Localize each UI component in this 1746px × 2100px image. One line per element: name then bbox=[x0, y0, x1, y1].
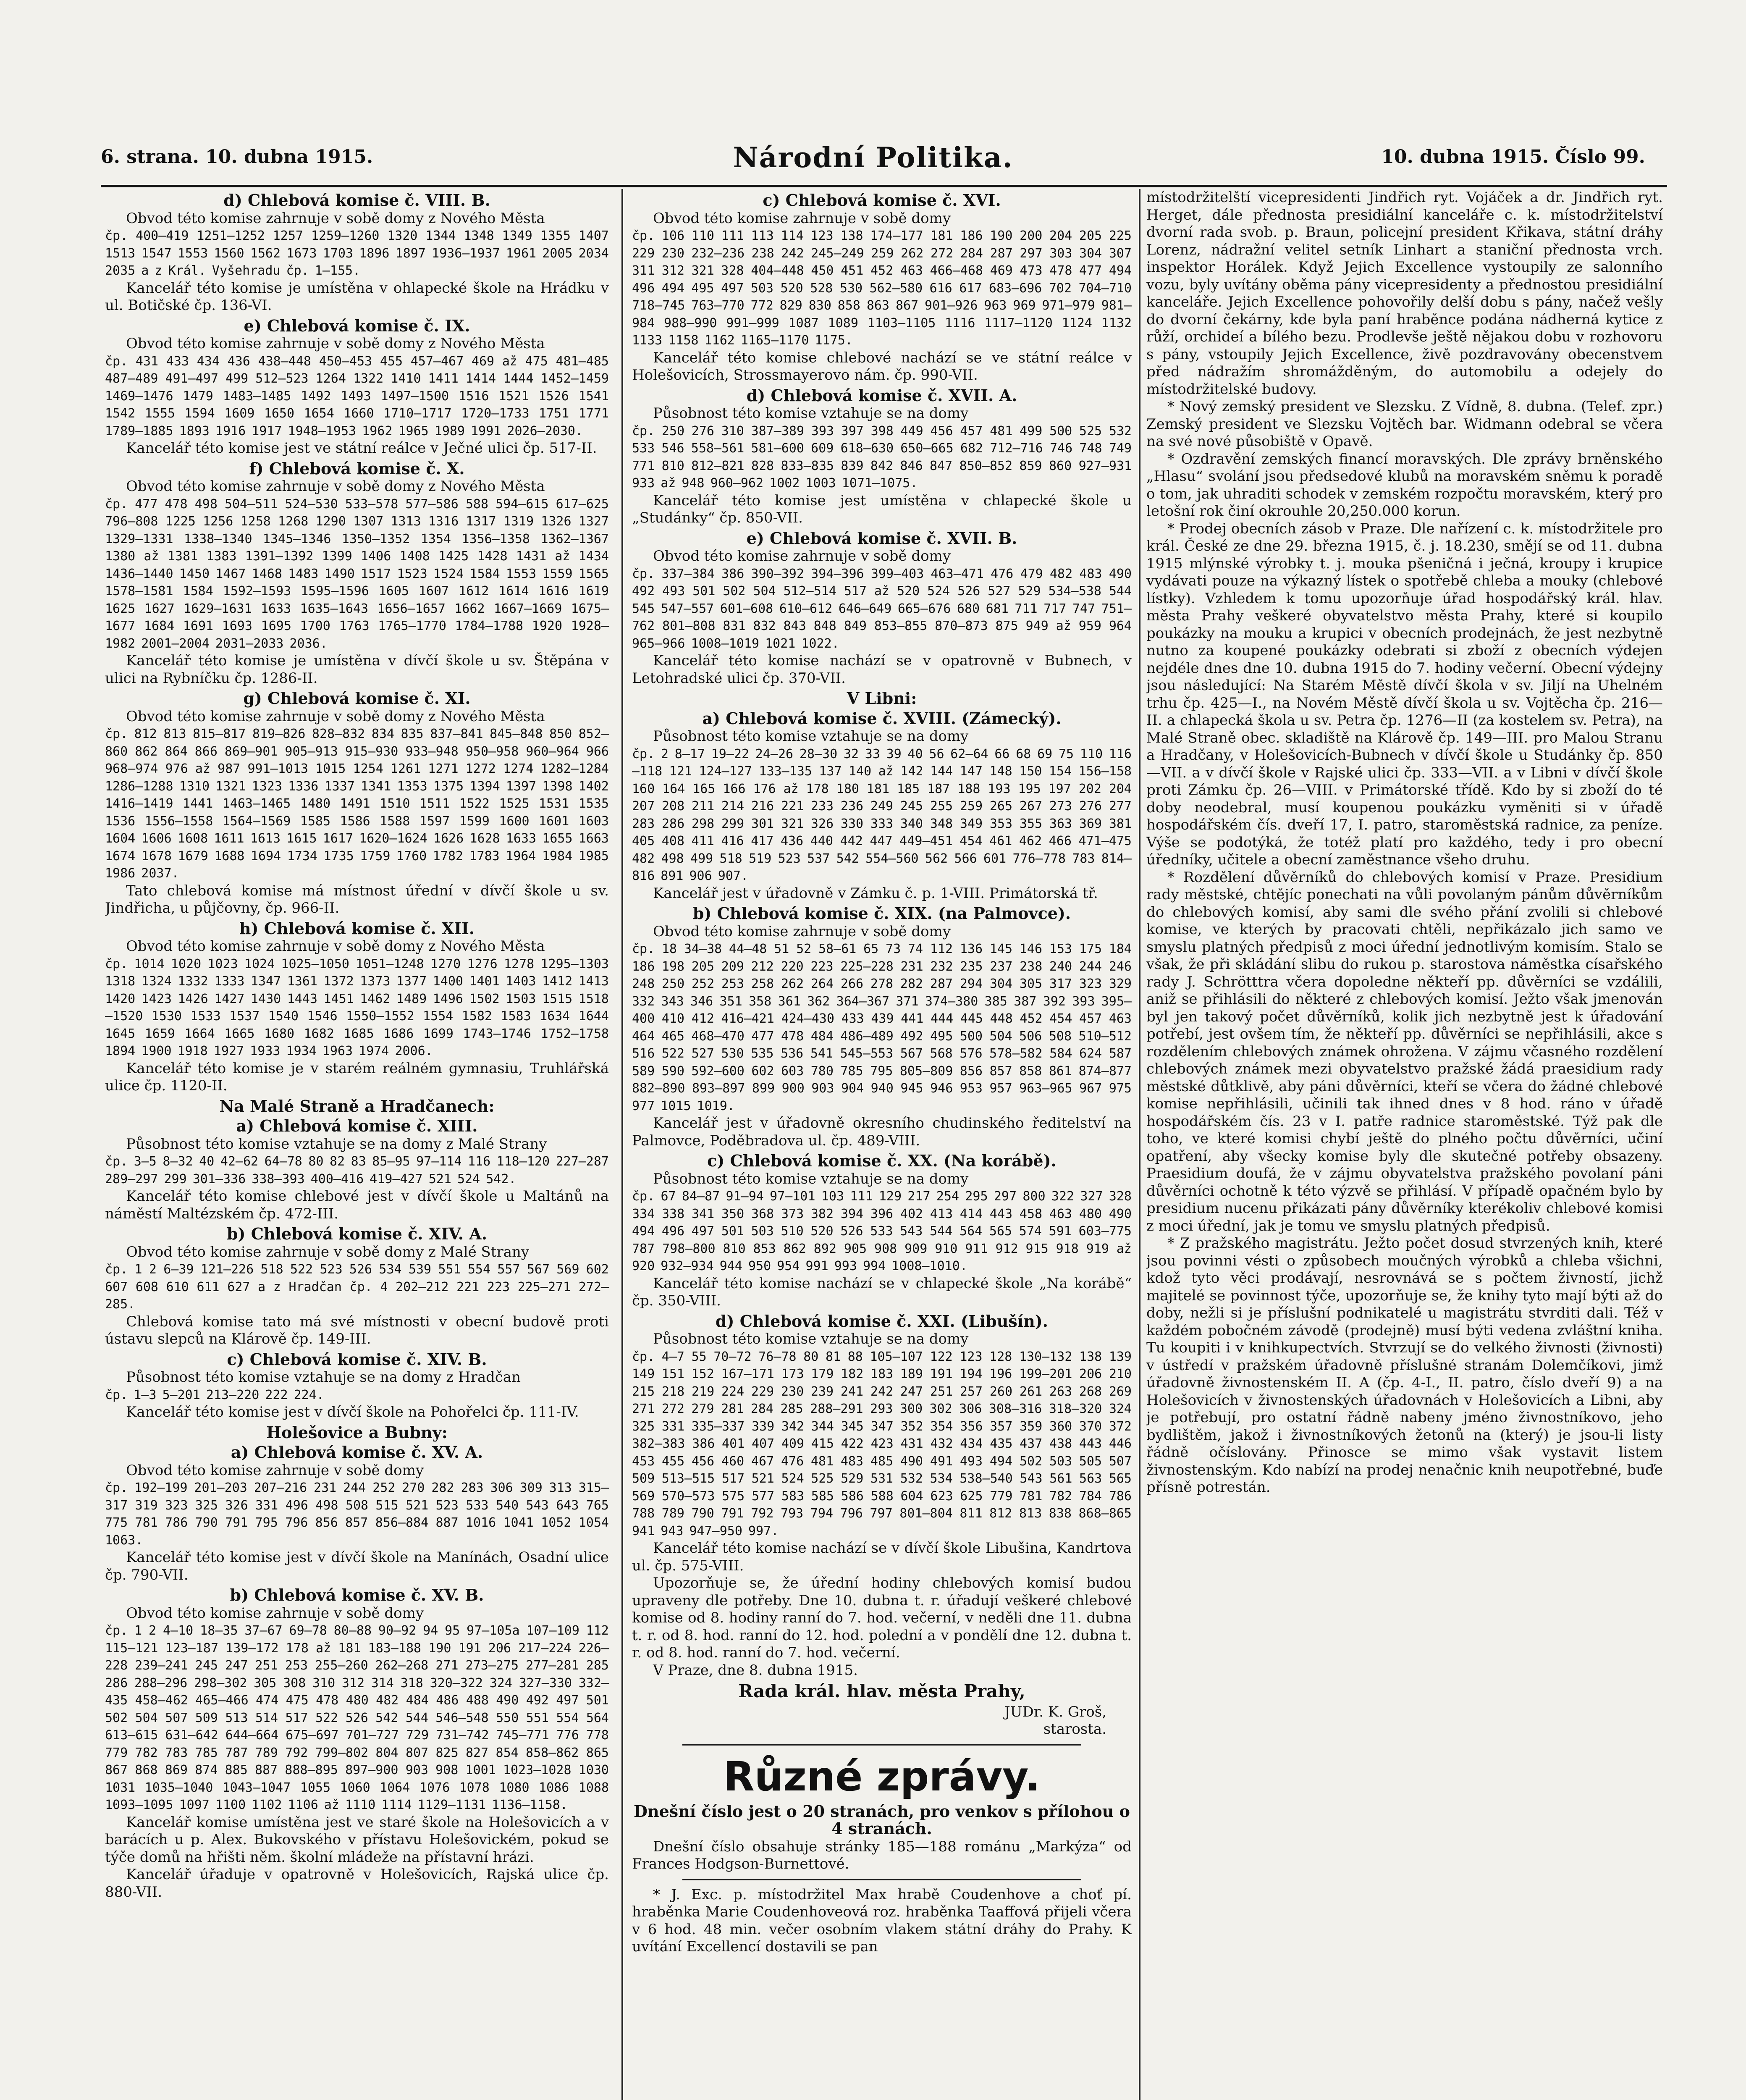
header-issue-right: 10. dubna 1915. Číslo 99. bbox=[1381, 146, 1645, 168]
house-number-list: čp. 192—199 201—203 207—216 231 244 252 270 282 283 306 309 313 315—317 319 323 325 326 331 496 498 508 515 521 523 533 540 543 643 765 775 781 786 790 791 795 796 856 857 856—884 887 1016 1041 1052 1054 1063. bbox=[105, 1480, 609, 1548]
paragraph: Působnost této komise vztahuje se na domy bbox=[653, 1331, 969, 1347]
column-left bbox=[105, 189, 609, 2100]
paragraph: Kancelář této komise jest v dívčí škole na Pohořelci čp. 111-IV. bbox=[126, 1404, 579, 1420]
section-heading: c) Chlebová komise č. XX. (Na korábě). bbox=[707, 1151, 1057, 1170]
header-date-left: 6. strana. 10. dubna 1915. bbox=[101, 146, 373, 168]
section-heading: d) Chlebová komise č. VIII. B. bbox=[223, 191, 490, 210]
paragraph: Obvod této komise zahrnuje v sobě domy z Malé Strany bbox=[126, 1243, 530, 1260]
house-number-list: čp. 250 276 310 387—389 393 397 398 449 456 457 481 499 500 525 532 533 546 558—561 581—600 609 618—630 650—665 682 712—716 746 748 749 771 810 812—821 828 833—835 839 842 846 847 850—852 859 860 927—931 933 až 948 960—962 1002 1003 1071—1075. bbox=[632, 423, 1132, 491]
paragraph: Kancelář této komise nachází se v chlapecké škole „Na korábě“ čp. 350-VIII. bbox=[632, 1275, 1132, 1309]
section-heading: e) Chlebová komise č. IX. bbox=[244, 316, 470, 335]
section-heading: g) Chlebová komise č. XI. bbox=[243, 689, 471, 708]
section-heading: b) Chlebová komise č. XIX. (na Palmovce). bbox=[692, 904, 1071, 923]
paragraph: Kancelář této komise nachází se v dívčí škole Libušina, Kandrtova ul. čp. 575-VIII. bbox=[632, 1540, 1132, 1574]
paragraph: Působnost této komise vztahuje se na domy bbox=[653, 728, 969, 745]
signature-council: Rada král. hlav. města Prahy, bbox=[738, 1681, 1025, 1701]
house-number-list: čp. 18 34—38 44—48 51 52 58—61 65 73 74 112 136 145 146 153 175 184 186 198 205 209 212 220 223 225—228 231 232 235 237 238 240 244 246 248 250 252 253 258 262 264 266 278 282 287 294 304 305 317 323 329 332 343 346 351 358 361 362 364—367 371 374—380 385 387 392 393 395—400 410 412 416—421 424—430 433 439 441 444 445 448 452 454 457 463 464 465 468—470 477 478 484 486—489 492 495 500 504 506 508 510—512 516 522 527 530 535 536 541 545—553 567 568 576 578—582 584 624 587 589 590 592—600 602 603 780 785 795 805—809 856 857 858 861 874—877 882—890 893—897 899 900 903 904 940 945 946 953 957 963—965 967 975 977 1015 1019. bbox=[632, 942, 1132, 1113]
house-number-list: čp. 4—7 55 70—72 76—78 80 81 88 105—107 122 123 128 130—132 138 139 149 151 152 167—171 173 179 182 183 189 191 194 196 199—201 206 210 215 218 219 224 229 230 239 241 242 247 251 257 260 261 263 268 269 271 272 279 281 284 285 288—291 293 300 302 306 308—316 318—320 324 325 331 335—337 339 342 344 345 347 352 354 356 357 359 360 370 372 382—383 386 401 407 409 415 422 423 431 432 434 435 437 438 443 446 453 455 456 460 467 476 481 483 485 490 491 493 494 502 503 505 507 509 513—515 517 521 524 525 529 531 532 534 538—540 543 561 563 565 569 570—573 575 577 583 585 586 588 604 623 625 779 781 782 784 786 788 789 790 791 792 793 794 796 797 801—804 811 812 813 838 868—865 941 943 947—950 997. bbox=[632, 1349, 1132, 1538]
house-number-list: čp. 1014 1020 1023 1024 1025—1050 1051—1248 1270 1276 1278 1295—1303 1318 1324 1332 1333 1347 1361 1372 1373 1377 1400 1401 1403 1412 1413 1420 1423 1426 1427 1430 1443 1451 1462 1489 1496 1502 1503 1515 1518—1520 1530 1533 1537 1540 1546 1550—1552 1554 1582 1583 1634 1644 1645 1659 1664 1665 1680 1682 1685 1686 1699 1743—1746 1752—1758 1894 1900 1918 1927 1933 1934 1963 1974 2006. bbox=[105, 956, 609, 1058]
paragraph: Obvod této komise zahrnuje v sobě domy z Nového Města bbox=[126, 210, 545, 227]
house-number-list: čp. 1 2 6—39 121—226 518 522 523 526 534 539 551 554 557 567 569 602 607 608 610 611 627 a z Hradčan čp. 4 202—212 221 223 225—271 272—285. bbox=[105, 1262, 609, 1312]
paragraph: místodržitelští vicepresidenti Jindřich ryt. Vojáček a dr. Jindřich ryt. Herget, dále přednosta presidiální kanceláře c. k. místodržitelství dvorní rada svob. p. Braun, policejní president Křikava, státní dráhy Lorenz, nádražní velitel setník Linhart a staniční přednosta vrch. inspektor Horálek. Když Jejich Excellence vystoupily ze salonního vozu, byly uvítány oběma pány vicepresidenty a přednostou presidiální kanceláře. Jejich Excellence pohovořily delší dobu s pány, načež vešly do dvorní čekárny, kde byla paní hraběnce podána nádherná kytice z růží, orchideí a bílého bezu. Prodlevše ještě nějakou dobu v rozhovoru s pány, vstoupily Jejich Excellence, živě pozdravovány obecenstvem před nádražím shromážděným, do automobilu a odejely do místodržitelské budovy. bbox=[1146, 189, 1663, 398]
section-heading: f) Chlebová komise č. X. bbox=[249, 459, 465, 478]
paragraph: Kancelář jest v úřadovně v Zámku č. p. 1-VIII. Primátorská tř. bbox=[653, 885, 1098, 902]
paragraph: Obvod této komise zahrnuje v sobě domy bbox=[126, 1604, 424, 1622]
header-rule bbox=[101, 185, 1667, 187]
section-heading: a) Chlebová komise č. XV. A. bbox=[231, 1443, 483, 1462]
house-number-list: čp. 337—384 386 390—392 394—396 399—403 463—471 476 479 482 483 490 492 493 501 502 504 512—514 517 až 520 524 526 527 529 534—538 544 545 547—557 601—608 610—612 646—649 665—676 680 681 711 717 747 751—762 801—808 831 832 843 848 849 853—855 870—873 875 949 až 959 964 965—966 1008—1019 1021 1022. bbox=[632, 566, 1132, 651]
paragraph: Kancelář této komise jest umístěna v chlapecké škole u „Studánky“ čp. 850-VII. bbox=[632, 492, 1132, 526]
paragraph: Obvod této komise zahrnuje v sobě domy bbox=[653, 548, 951, 564]
paragraph: * Nový zemský president ve Slezsku. Z Vídně, 8. dubna. (Telef. zpr.) Zemský president ve Slezsku Vojtěch bar. Widmann odebral se včera na své nové působiště v Opavě. bbox=[1146, 398, 1663, 450]
paragraph: Kancelář této komise je v starém reálném gymnasiu, Truhlářská ulice čp. 1120-II. bbox=[105, 1060, 609, 1094]
section-heading: d) Chlebová komise č. XXI. (Libušín). bbox=[715, 1311, 1049, 1331]
section-heading: c) Chlebová komise č. XIV. B. bbox=[227, 1349, 487, 1369]
house-number-list: čp. 400—419 1251—1252 1257 1259—1260 1320 1344 1348 1349 1355 1407 1513 1547 1553 1560 1562 1673 1703 1896 1897 1936—1937 1961 2005 2034 2035 a z Král. Vyšehradu čp. 1—155. bbox=[105, 228, 609, 278]
separator bbox=[682, 1879, 1081, 1880]
paragraph: Působnost této komise vztahuje se na domy bbox=[653, 405, 969, 422]
section-heading: c) Chlebová komise č. XVI. bbox=[763, 191, 1001, 210]
section-heading: V Libni: bbox=[847, 689, 917, 708]
house-number-list: čp. 477 478 498 504—511 524—530 533—578 577—586 588 594—615 617—625 796—808 1225 1256 1258 1268 1290 1307 1313 1316 1317 1319 1326 1327 1329—1331 1338—1340 1345—1346 1350—1352 1354 1356—1358 1362—1367 1380 až 1381 1383 1391—1392 1399 1406 1408 1425 1428 1431 až 1434 1436—1440 1450 1467 1468 1483 1490 1517 1523 1524 1584 1553 1559 1565 1578—1581 1584 1592—1593 1595—1596 1605 1607 1612 1614 1616 1619 1625 1627 1629—1631 1633 1635—1643 1656—1657 1662 1667—1669 1675—1677 1684 1691 1693 1695 1700 1763 1765—1770 1784—1788 1920 1928—1982 2001—2004 2031—2033 2036. bbox=[105, 496, 609, 651]
paragraph: * J. Exc. p. místodržitel Max hrabě Coudenhove a choť pí. hraběnka Marie Coudenhoveová roz. hraběnka Taaffová přijeli včera v 6 hod. 48 min. večer osobním vlakem státní dráhy do Prahy. K uvítání Excellencí dostavili se pan bbox=[632, 1886, 1132, 1955]
paragraph: Obvod této komise zahrnuje v sobě domy z Nového Města bbox=[126, 335, 545, 352]
paragraph: Působnost této komise vztahuje se na domy z Hradčan bbox=[126, 1369, 521, 1386]
paragraph: * Z pražského magistrátu. Ježto počet dosud stvrzených knih, které jsou povinni vésti o způsobech moučných výrobků a chleba všichni, kdož tyto věci prodávají, nesrovnává se s počtem živností, jichž majitelé se povinnost týče, upozorňuje se, že knihy tyto mají býti až do doby, nežli si je příslušní podnikatelé u magistrátu stvrditi dali. Též v každém pobočném závodě (prodejně) musí býti vedena zvláštní kniha. Tu koupiti i v knihkupectvích. Stvrzují se do velkého živnosti (živnosti) v ústředí v pražském úřadovně příslušné stranám Dolemčíkovi, jimž úřadovně živnostenském II. A (čp. 4-I., II. patro, číslo dveří 9) a na Holešovicích v živnostenských úřadovnách v Holešovicích a Libni, aby je potřebují, pro ostatní řádně nabeny jméno živnostníkovo, jeho bydlištěm, jakož i živnostníkových žetonů na (který) je jsou-li listy řádně očíslovány. Přinosce se mimo však vystavit listem živnostenským. Kdo nabízí na prodej nenačnic knih neupotřebné, buďe přísně potrestán. bbox=[1146, 1235, 1663, 1496]
paragraph: V Praze, dne 8. dubna 1915. bbox=[653, 1662, 858, 1679]
paragraph: Upozorňuje se, že úřední hodiny chlebových komisí budou upraveny dle potřeby. Dne 10. dubna t. r. úřadují veškeré chlebové komise od 8. hodiny ranní do 7. hod. večerní, v neděli dne 11. dubna t. r. od 8. hod. ranní do 12. hod. polední a v pondělí dne 12. dubna t. r. od 8. hod. ranní do 7. hod. večerní. bbox=[632, 1575, 1132, 1661]
column-right bbox=[1146, 189, 1663, 2100]
paragraph: Obvod této komise zahrnuje v sobě domy z Nového Města bbox=[126, 938, 545, 955]
paragraph: Obvod této komise zahrnuje v sobě domy z Nového Města bbox=[126, 478, 545, 495]
paragraph: Kancelář této komise je umístěna v ohlapecké škole na Hrádku v ul. Botičské čp. 136-VI. bbox=[105, 279, 609, 314]
section-heading: a) Chlebová komise č. XVIII. (Zámecký). bbox=[702, 709, 1062, 728]
paragraph: * Rozdělení důvěrníků do chlebových komisí v Praze. Presidium rady městské, chtějíc ponechati na vůli povolaným pánům důvěrníkům do chlebových komisí, aby sami dle svého přání zvolili si chlebové komise, ve kterých by pracovati chtěli, nepřikázalo jich samo ve smyslu platných předpisů z moci úřední jednotlivým komisím. Stalo se však, že při skládání slibu do rukou p. starostova náměstka císařského rady J. Schrötttra včera dopoledne někteří pp. důvěrníci se vzdálili, aniž se přihlásili do některé z chlebových komisí. Ježto však jmenován byl jen takový počet důvěrníků, kolik jich nezbytně jest k úřadování potřebí, jest ovšem tím, že někteří pp. důvěrníci se nepřihlásili, akce s rozdělením chlebových známek ohrožena. V zájmu včasného rozdělení chlebových známek mezi obyvatelstvo pražské žádá praesidium rady městské důtklivě, aby páni důvěrníci, kteří se včera do žádné chlebové komise nepřihlásili, učinili tak ihned dnes v 8 hod. ráno v úřadě hospodářském čís. 23 v I. patře radnice staroměstské. Týž pak dle toho, ve které komisi chybí ještě do plného počtu důvěrníci, učiní opatření, aby všecky komise byly dle skutečné potřeby obsazeny. Praesidium doufá, že v zájmu obyvatelstva pražského povolaní páni důvěrníci ochotně k této výzvě se přihlásí. V případě opačném bylo by presidium nucenu přikázati pány důvěrníky kterékoliv chlebové komisi z moci úřední, jak je tomu ve smyslu platných předpisů. bbox=[1146, 869, 1663, 1234]
house-number-list: čp. 67 84—87 91—94 97—101 103 111 129 217 254 295 297 800 322 327 328 334 338 341 350 368 373 382 394 396 402 413 414 443 458 463 480 490 494 496 497 501 503 510 520 526 533 543 544 564 565 574 591 603—775 787 798—800 810 853 862 892 905 908 909 910 911 912 915 918 919 až 920 932—934 944 950 954 991 993 994 1008—1010. bbox=[632, 1189, 1132, 1273]
section-title: Různé zprávy. bbox=[723, 1753, 1041, 1800]
house-number-list: čp. 431 433 434 436 438—448 450—453 455 457—467 469 až 475 481—485 487—489 491—497 499 512—523 1264 1322 1410 1411 1414 1444 1452—1459 1469—1476 1479 1483—1485 1492 1493 1497—1500 1516 1521 1526 1541 1542 1555 1594 1609 1650 1654 1660 1710—1717 1720—1733 1751 1771 1789—1885 1893 1916 1917 1948—1953 1962 1965 1989 1991 2026—2030. bbox=[105, 354, 609, 438]
separator bbox=[682, 1744, 1081, 1746]
section-heading: a) Chlebová komise č. XIII. bbox=[236, 1116, 478, 1135]
paragraph: Obvod této komise zahrnuje v sobě domy bbox=[126, 1462, 424, 1479]
paragraph: Kancelář této komise jest v dívčí škole na Manínách, Osadní ulice čp. 790-VII. bbox=[105, 1549, 609, 1583]
section-heading: d) Chlebová komise č. XVII. A. bbox=[746, 386, 1017, 405]
paragraph: Kancelář této komise chlebové jest v dívčí škole u Maltánů na náměstí Maltézském čp. 472-III. bbox=[105, 1188, 609, 1222]
column-divider bbox=[1139, 189, 1140, 2100]
paragraph: Kancelář této komise chlebové nachází se ve státní reálce v Holešovicích, Strossmayerovo nám. čp. 990-VII. bbox=[632, 349, 1132, 383]
paragraph: * Ozdravění zemských financí moravských. Dle zprávy brněnského „Hlasu“ svolání jsou předsedové klubů na moravském sněmu k poradě o tom, jak uhraditi schodek v zemském rozpočtu moravském, který pro letošní rok činí okrouhle 20,250.000 korun. bbox=[1146, 450, 1663, 520]
house-number-list: čp. 1—3 5—201 213—220 222 224. bbox=[105, 1387, 324, 1402]
masthead-title: Národní Politika. bbox=[733, 141, 1013, 174]
paragraph: Kancelář jest v úřadovně okresního chudinského ředitelství na Palmovce, Poděbradova ul. čp. 489-VIII. bbox=[632, 1115, 1132, 1149]
section-heading: e) Chlebová komise č. XVII. B. bbox=[746, 528, 1017, 548]
house-number-list: čp. 2 8—17 19—22 24—26 28—30 32 33 39 40 56 62—64 66 68 69 75 110 116—118 121 124—127 133—135 137 140 až 142 144 147 148 150 154 156—158 160 164 165 166 176 až 178 180 181 185 187 188 193 195 197 202 204 207 208 211 214 216 221 233 236 249 245 255 259 265 267 273 276 277 283 286 298 299 301 321 326 330 333 340 348 349 353 355 363 369 381 405 408 411 416 417 436 440 442 447 449—451 454 461 462 466 471—475 482 498 499 518 519 523 537 542 554—560 562 566 601 776—778 783 814—816 891 906 907. bbox=[632, 746, 1132, 883]
signature-line: JUDr. K. Groš, bbox=[1004, 1703, 1106, 1720]
paragraph: Kancelář této komise jest ve státní reálce v Ječné ulici čp. 517-II. bbox=[126, 440, 597, 457]
paragraph: Působnost této komise vztahuje se na domy bbox=[653, 1170, 969, 1187]
section-heading: b) Chlebová komise č. XIV. A. bbox=[226, 1224, 488, 1243]
paragraph: Obvod této komise zahrnuje v sobě domy bbox=[653, 210, 951, 227]
page-header bbox=[101, 139, 1645, 181]
house-number-list: čp. 1 2 4—10 18—35 37—67 69—78 80—88 90—92 94 95 97—105a 107—109 112 115—121 123—187 139—172 178 až 181 183—188 190 191 206 217—224 226—228 239—241 245 247 251 253 255—260 262—268 271 273—275 277—281 285 286 288—296 298—302 305 308 310 312 314 318 320—322 324 327—330 332—435 458—462 465—466 474 475 478 480 482 484 486 488 490 492 497 501 502 504 507 509 513 514 517 522 526 542 544 546—548 550 551 554 564 613—615 631—642 644—664 675—697 701—727 729 731—742 745—771 776 778 779 782 783 785 787 789 792 799—802 804 807 825 827 854 858—862 865 867 868 869 874 885 887 888—895 897—900 903 908 1001 1023—1028 1030 1031 1035—1040 1043—1047 1055 1060 1064 1076 1078 1080 1086 1088 1093—1095 1097 1100 1102 1106 až 1110 1114 1129—1131 1136—1158. bbox=[105, 1623, 609, 1812]
paragraph: Tato chlebová komise má místnost úřední v dívčí škole u sv. Jindřicha, u půjčovny, čp. 966-II. bbox=[105, 882, 609, 916]
signature-line: starosta. bbox=[1043, 1721, 1106, 1738]
paragraph: Kancelář komise umístěna jest ve staré škole na Holešovicích a v barácích u p. Alex. Bukovského v přístavu Holešovickém, pokud se týče domů na hřišti něm. školní mládeže na přístavní hrázi. bbox=[105, 1814, 609, 1866]
column-divider bbox=[621, 189, 623, 2100]
paragraph: Kancelář této komise je umístěna v dívčí škole u sv. Štěpána v ulici na Rybníčku čp. 1286-II. bbox=[105, 652, 609, 687]
house-number-list: čp. 812 813 815—817 819—826 828—832 834 835 837—841 845—848 850 852—860 862 864 866 869—901 905—913 915—930 933—948 950—958 960—964 966 968—974 976 až 987 991—1013 1015 1254 1261 1271 1272 1274 1282—1284 1286—1288 1310 1321 1323 1336 1337 1341 1353 1375 1394 1397 1398 1402 1416—1419 1441 1463—1465 1480 1491 1510 1511 1522 1525 1531 1535 1536 1556—1558 1564—1569 1585 1586 1588 1597 1599 1600 1601 1603 1604 1606 1608 1611 1613 1615 1617 1620—1624 1626 1628 1633 1655 1663 1674 1678 1679 1688 1694 1734 1735 1759 1760 1782 1783 1964 1984 1985 1986 2037. bbox=[105, 727, 609, 881]
section-heading: Holešovice a Bubny: bbox=[266, 1423, 448, 1442]
section-heading: h) Chlebová komise č. XII. bbox=[239, 919, 475, 938]
paragraph: Chlebová komise tato má své místnosti v obecní budově proti ústavu slepců na Klárově čp. 149-III. bbox=[105, 1313, 609, 1347]
paragraph: * Prodej obecních zásob v Praze. Dle nařízení c. k. místodržitele pro král. České ze dne 29. března 1915, č. j. 18.230, smějí se od 11. dubna 1915 mlýnské výrobky t. j. mouka pšeničná i ječná, kroupy i krupice vydávati pouze na výkazný lístek o spotřebě chleba a mouky (chlebové lístky). Vzhledem k tomu upozorňuje úřad hospodářský král. hlav. města Prahy veškeré obyvatelstvo města Prahy, které si koupilo poukázky na mouku a krupici v obecních prodejnách, že jest nezbytně nutno za koupené poukázky odebrati si zboží z obecních výdejen nejdéle dnes dne 10. dubna 1915 do 7. hodiny večerní. Obecní výdejny jsou následující: Na Starém Městě dívčí škola v sv. Jiljí na Uhelném trhu čp. 425—I., na Novém Městě dívčí škola u sv. Vojtěcha čp. 216—II. a chlapecká škola u sv. Petra čp. 1276—II (za kostelem sv. Petra), na Malé Straně obec. skladiště na Klárově čp. 149—III. pro Malou Stranu a Hradčany, v Holešovicích-Bubnech v dívčí škole u Studánky čp. 850—VII. a v dívčí škole v Rajské ulici čp. 333—VII. a v Libni v dívčí škole proti Zámku čp. 26—VIII. v Primátorské třídě. Kdo by si zboží do té doby neodebral, musí koupenou poukázku vyměniti si v úřadě hospodářském čís. dveří 17, I. patro, staroměstská radnice, za peníze. Výše se podotýká, že totéž platí pro každého, tedy i pro obecní úředníky, učitele a obecní zaměstnance všeho druhu. bbox=[1146, 520, 1663, 868]
paragraph: Obvod této komise zahrnuje v sobě domy bbox=[653, 923, 951, 940]
column-middle bbox=[632, 189, 1132, 2100]
house-number-list: čp. 3—5 8—32 40 42—62 64—78 80 82 83 85—95 97—114 116 118—120 227—287 289—297 299 301—336 338—393 400—416 419—427 521 524 542. bbox=[105, 1154, 609, 1186]
paragraph: Kancelář této komise nachází se v opatrovně v Bubnech, v Letohradské ulici čp. 370-VII. bbox=[632, 652, 1132, 687]
notice-heading: Dnešní číslo jest o 20 stranách, pro venkov s přílohou o 4 stranách. bbox=[634, 1801, 1130, 1838]
paragraph: Dnešní číslo obsahuje stránky 185—188 románu „Markýza“ od Frances Hodgson-Burnettové. bbox=[632, 1838, 1132, 1872]
section-heading: b) Chlebová komise č. XV. B. bbox=[230, 1586, 484, 1604]
paragraph: Působnost této komise vztahuje se na domy z Malé Strany bbox=[126, 1135, 547, 1152]
paragraph: Kancelář úřaduje v opatrovně v Holešovicích, Rajská ulice čp. 880-VII. bbox=[105, 1866, 609, 1900]
house-number-list: čp. 106 110 111 113 114 123 138 174—177 181 186 190 200 204 205 225 229 230 232—236 238 242 245—249 259 262 272 284 287 297 303 304 307 311 312 321 328 404—448 450 451 452 463 466—468 469 473 478 477 494 496 494 495 497 503 520 528 530 562—580 616 617 683—696 702 704—710 718—745 763—770 772 829 830 858 863 867 901—926 963 969 971—979 981—984 988—990 991—999 1087 1089 1103—1105 1116 1117—1120 1124 1132 1133 1158 1162 1165—1170 1175. bbox=[632, 228, 1132, 348]
section-heading: Na Malé Straně a Hradčanech: bbox=[219, 1096, 495, 1116]
paragraph: Obvod této komise zahrnuje v sobě domy z Nového Města bbox=[126, 708, 545, 725]
